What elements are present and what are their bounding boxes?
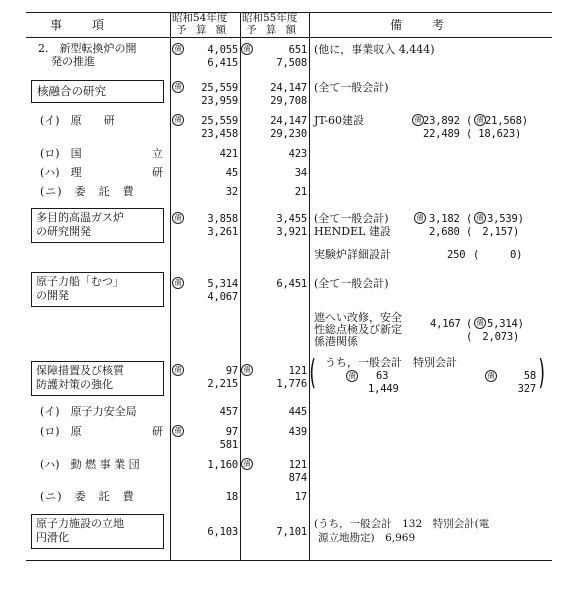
bond-mark-icon: 債 (241, 43, 253, 55)
remark-text: (全て一般会計) (314, 277, 389, 290)
value-fy55: 445 (288, 406, 307, 418)
value-fy55: 121 (288, 365, 307, 377)
row-label: (ロ) 国 (40, 147, 82, 160)
remark-text: (うち，一般会計 132 特別会計(電 (314, 518, 490, 530)
col-divider-1 (170, 12, 171, 560)
value-fy55: 423 (288, 148, 307, 160)
value-fy54: 6,415 (207, 57, 238, 69)
value-fy54: 4,067 (207, 291, 238, 303)
remark-value: 58 (523, 370, 536, 382)
remark-text: 実験炉詳細設計 (314, 248, 391, 261)
remark-value: 1,449 (368, 383, 399, 395)
remark-value: 23,892 (423, 115, 460, 127)
table-bottom-rule (26, 560, 552, 561)
bond-mark-icon: 債 (485, 370, 497, 382)
bond-mark-icon: 債 (172, 425, 184, 437)
row-label: (イ) 原 研 (40, 114, 115, 127)
value-fy54: 457 (219, 406, 238, 418)
value-fy55: 1,776 (276, 378, 307, 390)
row-label: 2. 新型転換炉の開 (38, 42, 137, 55)
value-fy55: 29,230 (270, 128, 307, 140)
remark-text: (全て一般会計) (314, 212, 389, 225)
row-label: 円滑化 (36, 531, 69, 544)
value-fy54: 3,858 (207, 213, 238, 225)
value-fy55: 7,508 (276, 57, 307, 69)
row-label: (ニ) 委 託 費 (40, 185, 135, 198)
header-fy54-top: 昭和54年度 (172, 12, 228, 24)
header-fy54-bottom: 予 算 額 (176, 24, 230, 36)
bond-mark-icon: 債 (346, 370, 358, 382)
remark-value: ( 18,623) (466, 128, 522, 140)
row-label: (ニ) 委 託 費 (40, 490, 135, 503)
col-divider-2 (240, 12, 241, 560)
row-label: (ハ) 理 (40, 166, 82, 179)
row-label: の開発 (36, 289, 69, 302)
value-fy54: 32 (225, 186, 238, 198)
bond-mark-icon: 債 (241, 458, 253, 470)
remark-value: 22,489 (423, 128, 460, 140)
value-fy54: 45 (225, 167, 238, 179)
bond-mark-icon: 債 (172, 114, 184, 126)
bracket-left: ( (309, 353, 316, 393)
remark-value: ( (466, 115, 473, 127)
remark-value: 63 (376, 370, 389, 382)
remark-text: うち，一般会計 特別会計 (325, 356, 457, 369)
remark-value: 5,314) (487, 318, 524, 330)
value-fy54: 18 (225, 491, 238, 503)
bond-mark-icon: 債 (474, 212, 486, 224)
row-label: 発の推進 (51, 55, 95, 68)
value-fy55: 17 (294, 491, 307, 503)
header-fy55-top: 昭和55年度 (242, 12, 298, 24)
value-fy54: 23,959 (201, 95, 238, 107)
remark-value: ( (466, 213, 473, 225)
remark-value: ( 2,157) (466, 226, 520, 238)
remark-text: 係港関係 (314, 335, 358, 348)
remark-text: HENDEL 建設 (314, 225, 391, 238)
row-label: (ハ) 動 燃 事 業 団 (40, 458, 140, 471)
remark-text: (他に，事業収入 4,444) (314, 43, 435, 56)
value-fy55: 439 (288, 426, 307, 438)
row-label: 保障措置及び核質 (36, 364, 124, 377)
value-fy54: 5,314 (207, 278, 238, 290)
remark-value: 3,539) (487, 213, 524, 225)
bond-mark-icon: 債 (412, 114, 424, 126)
value-fy54: 1,160 (207, 459, 238, 471)
row-label: 防護対策の強化 (36, 378, 113, 391)
bond-mark-icon: 債 (172, 81, 184, 93)
bond-mark-icon: 債 (474, 114, 486, 126)
row-label: (イ) 原子力安全局 (40, 405, 137, 418)
value-fy54: 97 (225, 426, 238, 438)
remark-value: 3,182 (429, 213, 460, 225)
bond-mark-icon: 債 (414, 212, 426, 224)
remark-value: ( 0) (473, 249, 523, 261)
value-fy55: 24,147 (270, 82, 307, 94)
row-label: 原子力施設の立地 (36, 517, 124, 530)
row-label: 多目的高温ガス炉 (36, 211, 124, 224)
value-fy54: 581 (219, 439, 238, 451)
value-fy54: 2,215 (207, 378, 238, 390)
remark-text: JT-60建設 (314, 114, 365, 127)
bond-mark-icon: 債 (172, 277, 184, 289)
col-divider-3 (309, 12, 310, 560)
value-fy54: 25,559 (201, 115, 238, 127)
header-bottom-rule (26, 37, 552, 38)
remark-value: 4,167 (430, 318, 461, 330)
header-item: 事 項 (50, 18, 107, 32)
value-fy55: 3,921 (276, 226, 307, 238)
bond-mark-icon: 債 (172, 43, 184, 55)
remark-text: 源立地勘定) 6,969 (318, 532, 416, 544)
remark-value: 2,680 (429, 226, 460, 238)
row-label: 原子力船「むつ」 (36, 275, 124, 288)
bond-mark-icon: 債 (241, 364, 253, 376)
value-fy55: 874 (288, 472, 307, 484)
row-label: 研 (152, 166, 163, 179)
value-fy54: 4,055 (207, 44, 238, 56)
row-label: 立 (152, 147, 163, 160)
value-fy55: 34 (294, 167, 307, 179)
value-fy54: 25,559 (201, 82, 238, 94)
remark-value: ( (466, 318, 473, 330)
bond-mark-icon: 債 (474, 317, 486, 329)
value-fy54: 3,261 (207, 226, 238, 238)
row-label: の研究開発 (36, 225, 91, 238)
remark-text: 遮へい改修，安全 (314, 311, 402, 324)
remark-value: 327 (517, 383, 536, 395)
value-fy55: 121 (288, 459, 307, 471)
remark-value: 21,568) (485, 115, 528, 127)
remark-value: 250 (447, 249, 466, 261)
value-fy54: 97 (225, 365, 238, 377)
row-label: (ロ) 原 (40, 425, 82, 438)
value-fy55: 29,708 (270, 95, 307, 107)
bond-mark-icon: 債 (172, 212, 184, 224)
value-fy55: 24,147 (270, 115, 307, 127)
header-remarks: 備 考 (390, 18, 447, 32)
bracket-right: ) (538, 353, 545, 393)
remark-value: ( 2,073) (466, 331, 520, 343)
bond-mark-icon: 債 (172, 364, 184, 376)
value-fy55: 651 (288, 44, 307, 56)
value-fy55: 3,455 (276, 213, 307, 225)
value-fy54: 6,103 (207, 526, 238, 538)
header-fy55-bottom: 予 算 額 (246, 24, 300, 36)
value-fy55: 6,451 (276, 278, 307, 290)
value-fy54: 421 (219, 148, 238, 160)
row-label: 研 (152, 425, 163, 438)
value-fy54: 23,458 (201, 128, 238, 140)
remark-text: (全て一般会計) (314, 81, 389, 94)
remark-text: 性総点検及び新定 (314, 323, 402, 336)
value-fy55: 21 (294, 186, 307, 198)
row-label: 核融合の研究 (37, 84, 106, 98)
value-fy55: 7,101 (276, 526, 307, 538)
